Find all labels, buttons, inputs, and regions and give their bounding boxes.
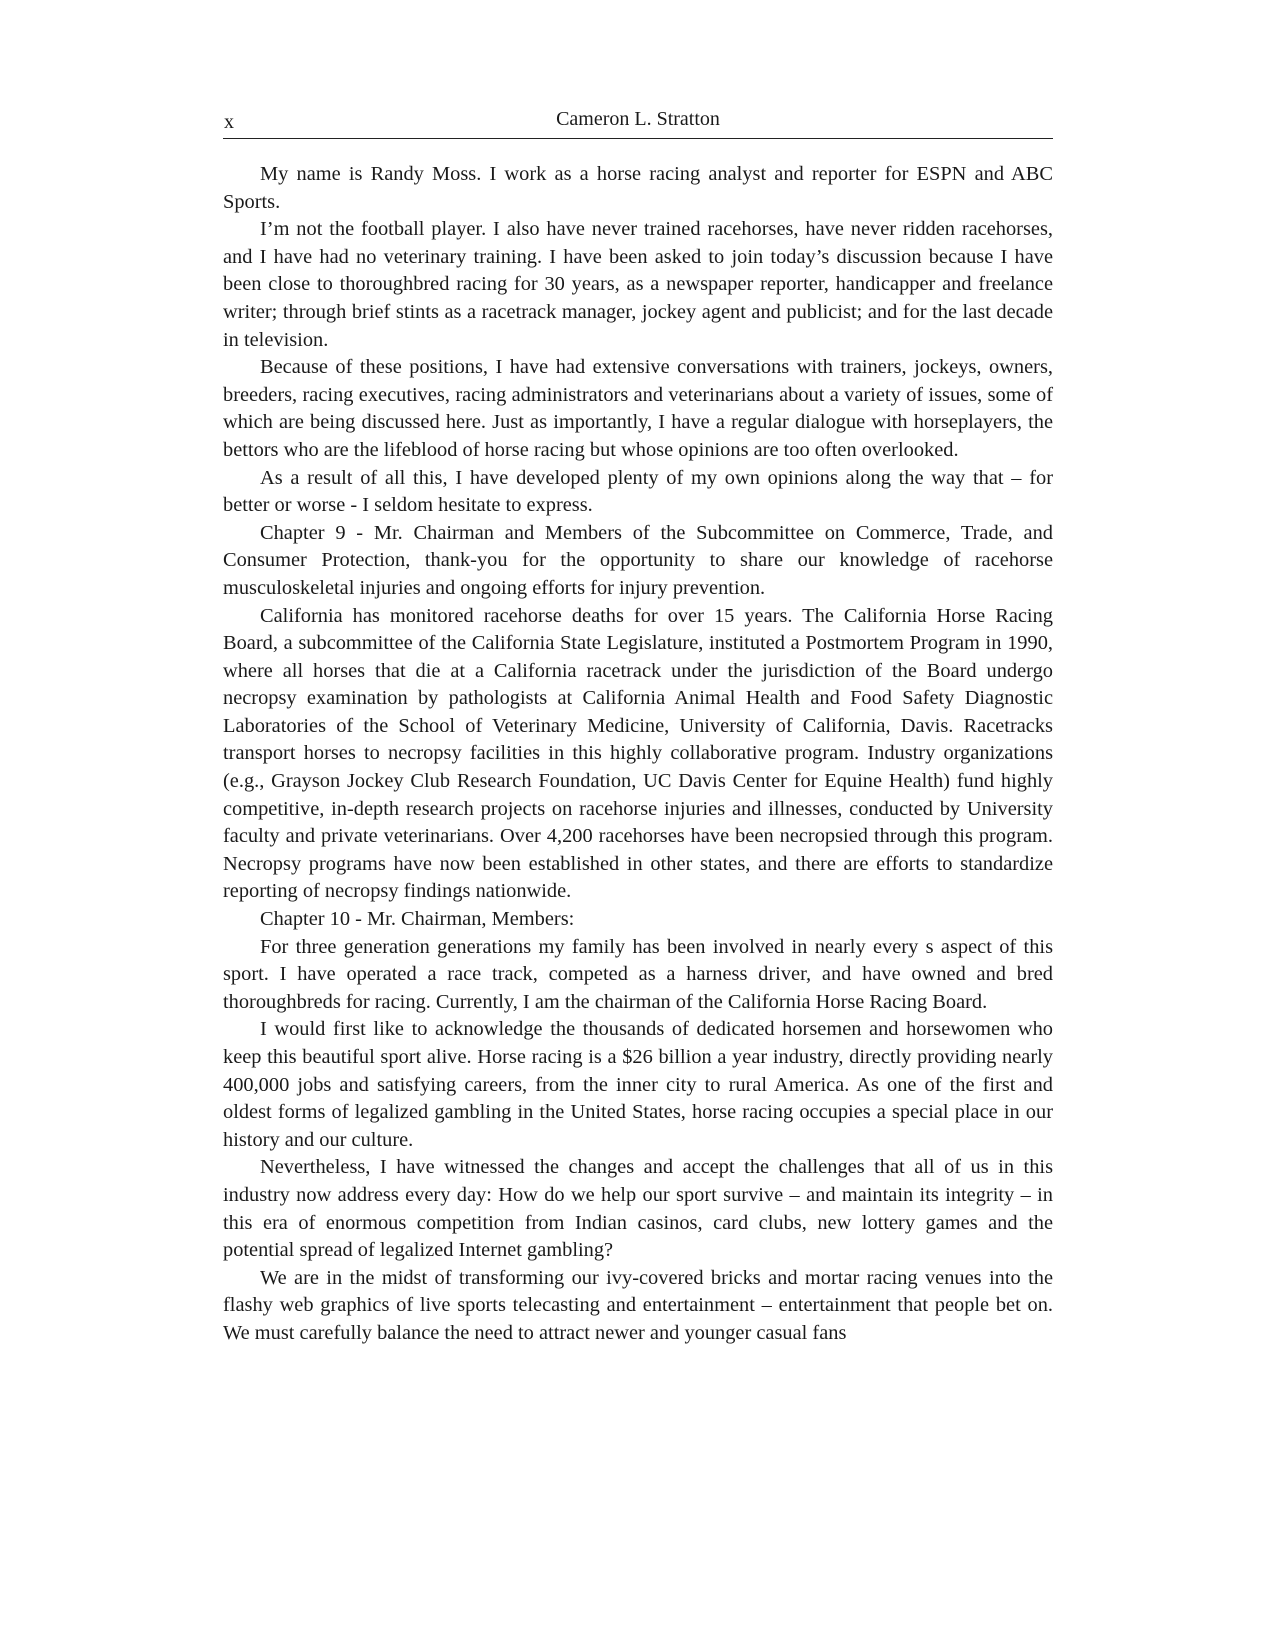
- paragraph: California has monitored racehorse deaths for over 15 years. The California Horse Racing Board, a subcommittee of the California State Legislature, instituted a Postmortem Program in 1990, where all horses that die at a California racetrack under the jurisdiction of the Board undergo necropsy examination by pathologists at California Animal Health and Food Safety Diagnostic Laboratories of the School of Veterinary Medicine, University of California, Davis. Racetracks transport horses to necropsy facilities in this highly collaborative program. Industry organizations (e.g., Grayson Jockey Club Research Foundation, UC Davis Center for Equine Health) fund highly competitive, in-depth research projects on racehorse injuries and illnesses, conducted by University faculty and private veterinarians. Over 4,200 racehorses have been necropsied through this program. Necropsy programs have now been established in other states, and there are efforts to standardize reporting of necropsy findings nationwide.: [223, 604, 1053, 903]
- paragraph: Because of these positions, I have had extensive conversations with trainers, jockeys, owners, breeders, racing executives, racing administrators and veterinarians about a variety of issues, some of which are being discussed here. Just as importantly, I have a regular dialogue with horseplayers, the bettors who are the lifeblood of horse racing but whose opinions are too often overlooked.: [223, 356, 1053, 461]
- paragraph: Chapter 10 - Mr. Chairman, Members:: [260, 908, 575, 931]
- paragraph: My name is Randy Moss. I work as a horse racing analyst and reporter for ESPN and ABC Sports.: [223, 163, 1053, 213]
- paragraph: Chapter 9 - Mr. Chairman and Members of the Subcommittee on Commerce, Trade, and Consumer Protection, thank-you for the opportunity to share our knowledge of racehorse musculoskeletal injuries and ongoing efforts for injury prevention.: [223, 521, 1053, 599]
- page-number: x: [224, 111, 234, 133]
- paragraph: As a result of all this, I have developed plenty of my own opinions along the way that – for better or worse - I seldom hesitate to express.: [223, 466, 1053, 517]
- paragraph: We are in the midst of transforming our ivy-covered bricks and mortar racing venues into the flashy web graphics of live sports telecasting and entertainment – entertainment that people bet on. We must carefully balance the need to attract newer and younger casual fans: [223, 1266, 1053, 1344]
- paragraph: For three generation generations my family has been involved in nearly every s aspect of this sport. I have operated a race track, competed as a harness driver, and have owned and bred thoroughbreds for racing. Currently, I am the chairman of the California Horse Racing Board.: [223, 935, 1053, 1013]
- running-title: Cameron L. Stratton: [556, 108, 720, 130]
- running-header: [223, 108, 1053, 139]
- book-page: [223, 108, 1053, 1348]
- paragraph: I would first like to acknowledge the thousands of dedicated horsemen and horsewomen who keep this beautiful sport alive. Horse racing is a $26 billion a year industry, directly providing nearly 400,000 jobs and satisfying careers, from the inner city to rural America. As one of the first and oldest forms of legalized gambling in the United States, horse racing occupies a special place in our history and our culture.: [223, 1018, 1053, 1151]
- body-text: [223, 161, 1053, 1348]
- paragraph: Nevertheless, I have witnessed the changes and accept the challenges that all of us in this industry now address every day: How do we help our sport survive – and maintain its integrity – in this era of enormous competition from Indian casinos, card clubs, new lottery games and the potential spread of legalized Internet gambling?: [223, 1156, 1053, 1262]
- paragraph: I’m not the football player. I also have never trained racehorses, have never ridden racehorses, and I have had no veterinary training. I have been asked to join today’s discussion because I have been close to thoroughbred racing for 30 years, as a newspaper reporter, handicapper and freelance writer; through brief stints as a racetrack manager, jockey agent and publicist; and for the last decade in television.: [223, 218, 1053, 351]
